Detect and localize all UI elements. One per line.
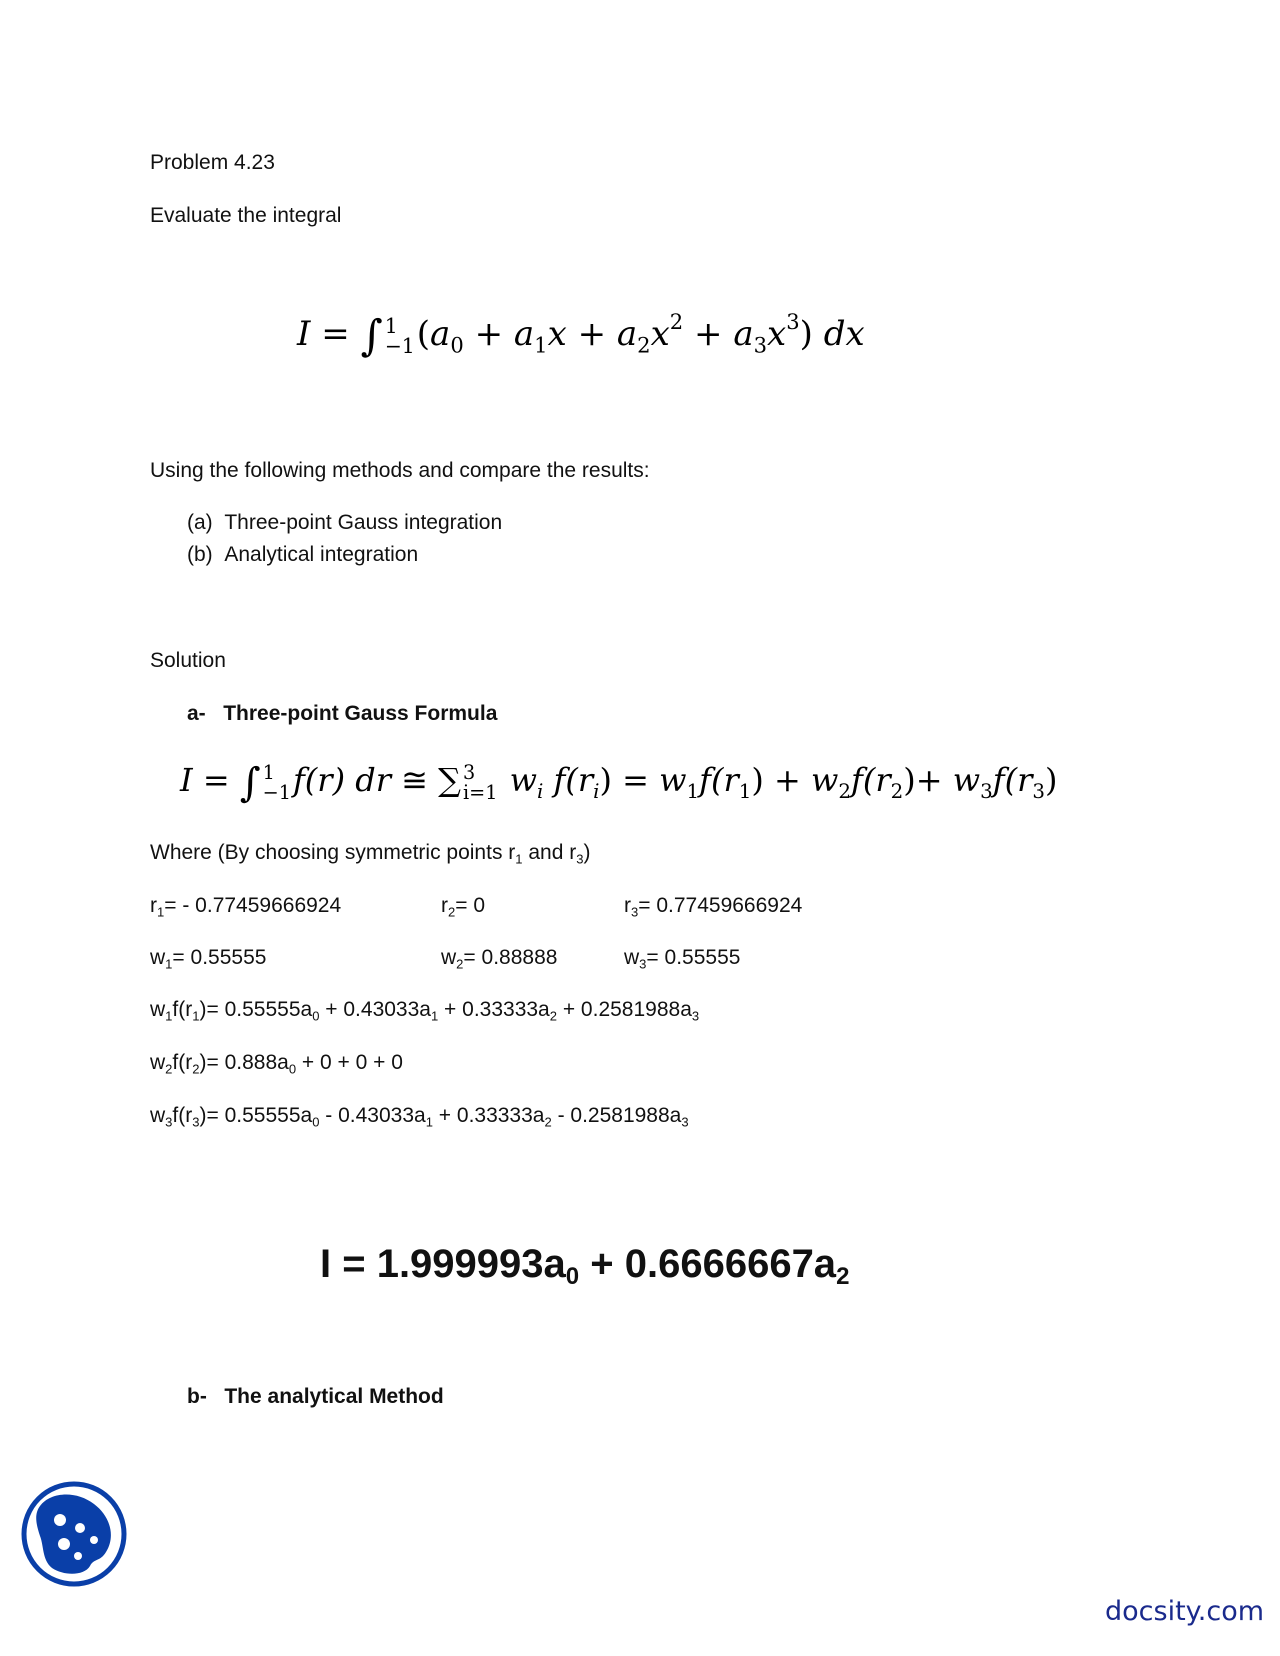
method-item-b: [187, 542, 418, 568]
intro-text: Evaluate the integral: [150, 204, 342, 227]
gauss-formula-equation: [180, 758, 1058, 805]
paren-close: ): [1045, 761, 1058, 799]
sub-2: 2: [890, 779, 904, 803]
var-name: w: [441, 946, 457, 969]
result-text: + 0.6666667a: [579, 1242, 837, 1286]
sub-2: 2: [838, 779, 852, 803]
term-sub: 3: [691, 1008, 700, 1024]
lower-limit: −1: [384, 334, 415, 358]
var-name: w: [150, 946, 166, 969]
point-r1: [150, 893, 341, 919]
term-text: + 0.33333a: [432, 1104, 545, 1127]
plus: +: [915, 761, 943, 799]
section-a-heading: [187, 701, 497, 727]
var-x: x: [650, 314, 670, 354]
where-text: and r: [522, 841, 577, 864]
sub-1: 1: [515, 851, 523, 867]
lower-limit: −1: [262, 780, 291, 804]
sup-3: 3: [786, 309, 800, 335]
var-x: x: [547, 314, 567, 354]
term-f: f(r: [172, 998, 193, 1021]
weight-w: w: [952, 761, 981, 799]
paren-close: ): [903, 761, 916, 799]
methods-intro: Using the following methods and compare the results:: [150, 459, 650, 482]
weight-w: w: [811, 761, 839, 799]
term-line-1: [150, 997, 699, 1023]
var-name: r: [150, 894, 157, 917]
term-text: + 0 + 0 + 0: [296, 1051, 403, 1074]
term-a3: a: [733, 314, 754, 354]
term-line-2: [150, 1050, 403, 1076]
plus: +: [474, 314, 504, 354]
eq-equals: =: [202, 761, 230, 799]
term-text: + 0.43033a: [319, 998, 431, 1021]
f-r: f(r: [851, 761, 891, 799]
f-r: f(r: [553, 761, 594, 799]
term-text: + 0.33333a: [438, 998, 550, 1021]
term-sub: 1: [165, 1008, 173, 1024]
weight-w2: [441, 945, 557, 971]
term-sub: 2: [192, 1061, 200, 1077]
problem-title: Problem 4.23: [150, 151, 275, 174]
f-r: f(r: [699, 761, 739, 799]
var-value: = 0.55555: [646, 946, 741, 969]
term-f: f(r: [172, 1104, 193, 1127]
section-title: Three-point Gauss Formula: [223, 702, 498, 725]
method-label: (b): [187, 543, 213, 566]
term-text: - 0.2581988a: [551, 1104, 682, 1127]
var-sub: 1: [157, 904, 165, 920]
eq-equals: =: [622, 761, 649, 799]
var-sub: 2: [456, 956, 464, 972]
term-line-3: [150, 1103, 689, 1129]
main-integral-equation: [297, 309, 865, 362]
sub-i: i: [593, 779, 600, 803]
term-text: )= 0.888a: [199, 1051, 289, 1074]
approx-sign: ≅: [401, 761, 428, 799]
sub-0: 0: [450, 332, 464, 358]
var-sub: 2: [448, 904, 456, 920]
section-b-heading: [187, 1384, 444, 1410]
weight-w1: [150, 945, 266, 971]
var-value: = 0.77459666924: [638, 894, 803, 917]
method-label: (a): [187, 511, 213, 534]
method-text: Three-point Gauss integration: [224, 511, 503, 534]
eq-lhs: I: [297, 314, 311, 354]
plus: +: [774, 761, 801, 799]
sub-1: 1: [686, 779, 700, 803]
differential-dr: dr: [355, 761, 391, 799]
section-label: b-: [187, 1385, 207, 1408]
integral-sign: ∫: [239, 759, 261, 806]
eq-equals: =: [321, 314, 350, 354]
term-text: )= 0.55555a: [199, 1104, 313, 1127]
paren-open: (: [416, 314, 431, 354]
solution-label: Solution: [150, 649, 226, 672]
var-name: r: [624, 894, 631, 917]
result-text: I = 1.999993a: [320, 1242, 566, 1286]
var-name: r: [441, 894, 448, 917]
var-sub: 3: [631, 904, 639, 920]
term-w: w: [150, 1051, 166, 1074]
term-sub: 2: [544, 1114, 552, 1130]
sum-lower: i=1: [463, 780, 498, 804]
upper-limit: 1: [262, 761, 275, 785]
method-text: Analytical integration: [224, 543, 419, 566]
sub-3: 3: [576, 851, 584, 867]
f-r: f(r: [992, 761, 1033, 799]
sum-upper: 3: [463, 761, 476, 785]
var-value: = 0: [455, 894, 486, 917]
section-title: The analytical Method: [224, 1385, 444, 1408]
sum-sign: ∑: [438, 761, 461, 799]
term-sub: 3: [681, 1114, 689, 1130]
sub-1: 1: [738, 779, 752, 803]
docsity-brand-link[interactable]: docsity.com: [1105, 1596, 1265, 1627]
paren-close: ): [599, 761, 612, 799]
var-x: x: [767, 314, 787, 354]
result-sub: 0: [565, 1263, 580, 1291]
term-sub: 3: [165, 1114, 173, 1130]
sub-2: 2: [637, 332, 651, 358]
var-value: = 0.88888: [463, 946, 558, 969]
point-r2: [441, 893, 485, 919]
weight-w3: [624, 945, 740, 971]
term-sub: 2: [165, 1061, 173, 1077]
term-sub: 0: [312, 1114, 320, 1130]
term-a0: a: [430, 314, 451, 354]
term-f: f(r: [172, 1051, 193, 1074]
plus: +: [577, 314, 607, 354]
sup-2: 2: [669, 309, 684, 335]
differential-dx: dx: [823, 314, 865, 354]
weight-w: w: [659, 761, 687, 799]
result-sub: 2: [836, 1263, 850, 1291]
term-a1: a: [513, 314, 535, 354]
term-sub: 1: [425, 1114, 433, 1130]
sub-3: 3: [1032, 779, 1046, 803]
term-sub: 0: [312, 1008, 320, 1024]
term-w: w: [150, 1104, 166, 1127]
var-sub: 1: [165, 956, 173, 972]
sub-3: 3: [980, 779, 993, 803]
where-line: [150, 840, 590, 866]
method-item-a: [187, 510, 502, 536]
var-value: = 0.55555: [172, 946, 267, 969]
where-text: ): [583, 841, 591, 864]
f-of-r: f(r): [292, 761, 346, 799]
var-sub: 3: [639, 956, 647, 972]
where-text: Where (By choosing symmetric points r: [150, 841, 516, 864]
term-sub: 1: [430, 1008, 439, 1024]
plus: +: [694, 314, 723, 354]
term-sub: 1: [192, 1008, 200, 1024]
weight-w: w: [509, 761, 537, 799]
term-a2: a: [616, 314, 638, 354]
var-value: = - 0.77459666924: [164, 894, 342, 917]
paren-close: ): [799, 314, 813, 354]
term-text: - 0.43033a: [319, 1104, 426, 1127]
point-r3: [624, 893, 802, 919]
integral-sign: ∫: [360, 312, 383, 362]
section-label: a-: [187, 702, 206, 725]
result-equation: [320, 1240, 850, 1291]
upper-limit: 1: [384, 313, 398, 338]
var-name: w: [624, 946, 640, 969]
sub-1: 1: [534, 332, 548, 358]
term-sub: 3: [192, 1114, 200, 1130]
sub-3: 3: [753, 332, 768, 358]
term-w: w: [150, 998, 166, 1021]
term-sub: 2: [549, 1008, 557, 1024]
term-text: + 0.2581988a: [557, 998, 692, 1021]
docsity-logo-icon[interactable]: [20, 1480, 128, 1588]
sub-i: i: [536, 779, 544, 803]
eq-lhs: I: [180, 761, 193, 799]
term-text: )= 0.55555a: [199, 998, 313, 1021]
term-sub: 0: [288, 1061, 297, 1077]
paren-close: ): [751, 761, 764, 799]
